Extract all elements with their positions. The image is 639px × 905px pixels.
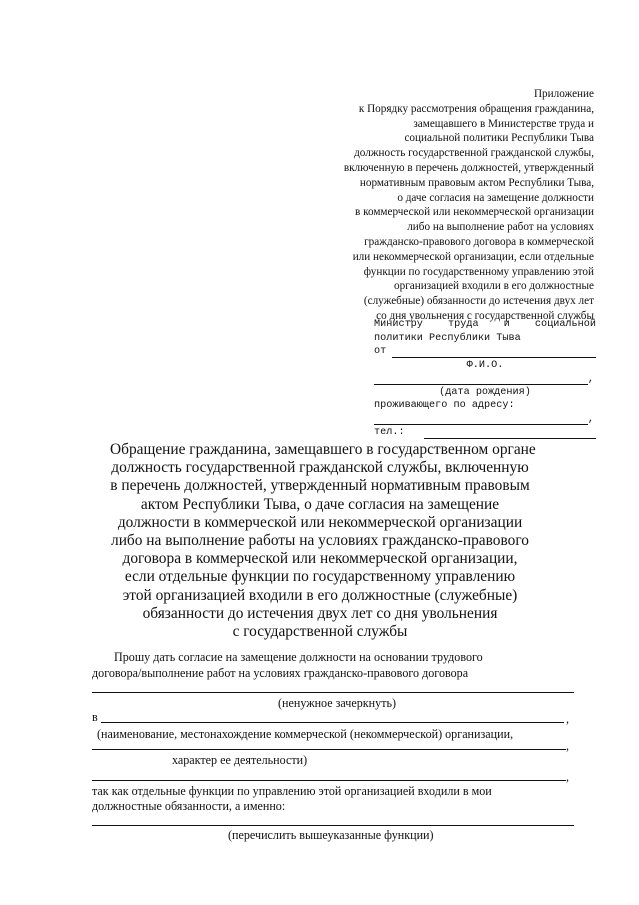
appendix-line: либо на выполнение работ на условиях [407, 221, 594, 234]
appendix-line: в коммерческой или некоммерческой организации [355, 206, 594, 219]
appendix-line: Приложение [533, 88, 594, 100]
comma: , [566, 712, 570, 726]
strike-caption: (ненужное зачеркнуть) [278, 696, 397, 710]
title-line: Обращение гражданина, замещавшего в государственном органе [110, 441, 536, 458]
phone-input-line[interactable] [424, 438, 596, 439]
appendix-header [294, 87, 594, 324]
extra-input-line[interactable] [92, 780, 566, 781]
from-row [374, 346, 596, 360]
addressee-word: и [503, 319, 510, 330]
comma: , [587, 374, 594, 385]
functions-input-line[interactable] [92, 825, 574, 826]
birth-caption-row [374, 387, 596, 401]
activity-input-line[interactable] [92, 749, 566, 750]
document-title [110, 441, 536, 641]
appendix-line: нормативным правовым актом Республики Тыва, [359, 176, 594, 189]
functions-caption: (перечислить вышеуказанные функции) [228, 828, 434, 842]
title-line: актом Республики Тыва, о даче согласия на замещение [140, 495, 500, 513]
appendix-line: к Порядку рассмотрения обращения гражданина, [358, 102, 594, 115]
title-line: либо на выполнение работы на условиях гражданско-правового [111, 532, 529, 550]
addressee-to-line1 [374, 319, 596, 333]
title-line: с государственной службы [232, 623, 408, 641]
appendix-line: включенную в перечень должностей, утвержденный [343, 161, 594, 174]
appendix-line: функции по государственному управлению этой [363, 265, 594, 278]
appendix-line: должность государственной гражданской службы, [354, 147, 594, 160]
comma: , [587, 413, 594, 425]
title-line: если отдельные функции по государственному управлению [124, 568, 516, 586]
appendix-line: со дня увольнения с государственной службы [376, 309, 594, 322]
request-line: договора/выполнение работ на условиях гражданско-правового договора [92, 666, 469, 680]
birth-row [374, 373, 596, 387]
appendix-line: организацией входили в его должностные [394, 280, 594, 293]
comma: , [566, 739, 570, 753]
birth-date-input-line[interactable] [374, 384, 588, 385]
in-label: в [92, 710, 98, 724]
phone-label: тел.: [374, 427, 405, 438]
phone-row [374, 427, 596, 441]
request-line: Прошу дать согласие на замещение должности на основании трудового [114, 650, 483, 664]
title-line: обязанности до истечения двух лет со дня увольнения [142, 604, 498, 622]
address-input-line[interactable] [374, 424, 588, 425]
functions-line: так как отдельные функции по управлению этой организацией входили в мои [92, 784, 492, 798]
title-line: должности в коммерческой или некоммерческой организации [117, 513, 523, 531]
functions-line: должностные обязанности, а именно: [92, 799, 286, 813]
birth-caption: (дата рождения) [439, 386, 531, 398]
organization-caption: (наименование, местонахождение коммерческой (некоммерческой) организации, [97, 727, 514, 741]
addressee-block [374, 319, 596, 441]
request-blank-line[interactable] [92, 692, 574, 693]
comma: , [566, 770, 570, 784]
fio-caption-row [374, 360, 596, 374]
organization-input-line[interactable] [101, 722, 564, 723]
activity-caption: характер ее деятельности) [172, 753, 308, 767]
title-line: этой организацией входили в его должностные (служебные) [122, 586, 518, 604]
address-row [374, 414, 596, 428]
appendix-line: или некоммерческой организации, если отдельные [352, 250, 594, 263]
addressee-word: Министру [374, 319, 423, 330]
addressee-word: социальной [534, 319, 596, 330]
fio-caption: Ф.И.О. [466, 359, 504, 371]
fio-input-line[interactable] [392, 357, 596, 358]
appendix-line: о даче согласия на замещение должности [397, 191, 594, 204]
appendix-line: гражданско-правового договора в коммерческой [364, 235, 594, 248]
addressee-to-line2: политики Республики Тыва [374, 332, 521, 344]
appendix-line: социальной политики Республики Тыва [404, 132, 594, 145]
title-line: в перечень должностей, утвержденный нормативным правовым [110, 477, 530, 495]
appendix-line: замещавшего в Министерстве труда и [413, 117, 594, 130]
from-label: от [374, 346, 387, 357]
addressee-word: труда [448, 319, 479, 330]
residing-label: проживающего по адресу: [374, 400, 515, 411]
title-line: должность государственной гражданской службы, включенную [111, 459, 529, 477]
title-line: договора в коммерческой или некоммерческой организации, [122, 550, 518, 568]
appendix-line: (служебные) обязанности до истечения двух лет [363, 295, 594, 308]
